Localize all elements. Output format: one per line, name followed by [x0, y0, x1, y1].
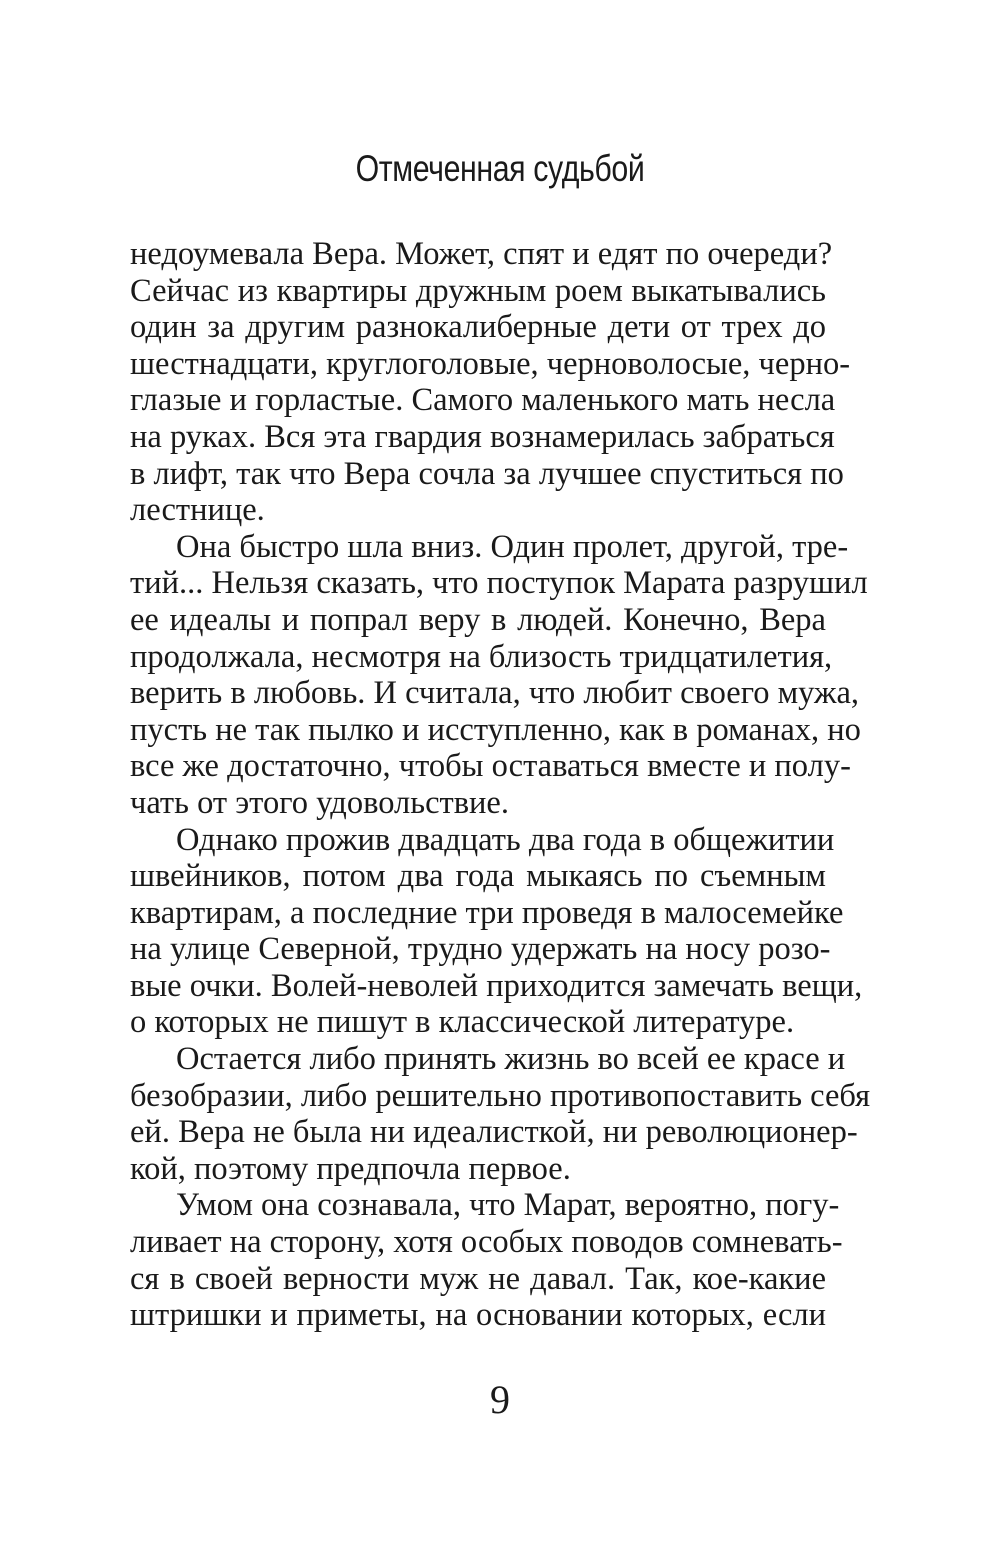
text-line: чать от этого удовольствие.: [130, 784, 509, 821]
text-line: кой, поэтому предпочла первое.: [130, 1150, 571, 1187]
page-number: 9: [490, 1377, 510, 1422]
paragraph: [130, 1041, 871, 1187]
text-line: на улице Северной, трудно удержать на носу розо-: [130, 931, 831, 968]
text-line: в лифт, так что Вера сочла за лучшее спуститься по: [130, 455, 844, 492]
text-line: глазые и горластые. Самого маленького мать несла: [130, 382, 836, 419]
text-line: Она быстро шла вниз. Один пролет, другой, тре-: [176, 528, 849, 565]
text-line: лестнице.: [130, 492, 265, 529]
paragraph: [130, 821, 863, 1042]
running-head: Отмеченная судьбой: [355, 148, 645, 189]
text-line: Однако прожив двадцать два года в общежитии: [176, 821, 835, 858]
text-line: о которых не пишут в классической литературе.: [130, 1004, 795, 1041]
text-line: пусть не так пылко и исступленно, как в романах, но: [130, 711, 861, 748]
text-line: Остается либо принять жизнь во всей ее красе и: [176, 1041, 846, 1078]
text-line: вые очки. Волей-неволей приходится замечать вещи,: [130, 967, 863, 1004]
text-line: Умом она сознавала, что Марат, вероятно, погу-: [176, 1187, 840, 1224]
paragraph: [130, 236, 851, 529]
text-line: недоумевала Вера. Может, спят и едят по очереди?: [130, 236, 833, 272]
text-line: тий... Нельзя сказать, что поступок Марата разрушил: [130, 565, 868, 602]
text-line: безобразии, либо решительно противопоставить себя: [130, 1077, 871, 1114]
text-line: ее идеалы и попрал веру в людей. Конечно, Вера: [130, 601, 826, 638]
text-line: швейников, потом два года мыкаясь по съемным: [130, 858, 826, 895]
text-line: на руках. Вся эта гвардия вознамерилась забраться: [130, 418, 835, 455]
text-line: все же достаточно, чтобы оставаться вместе и полу-: [130, 748, 851, 785]
text-line: верить в любовь. И считала, что любит своего мужа,: [130, 675, 860, 712]
text-line: ся в своей верности муж не давал. Так, кое-какие: [130, 1260, 826, 1297]
text-line: шестнадцати, круглоголовые, черноволосые, черно-: [130, 345, 851, 382]
body-text: [130, 236, 871, 1334]
text-line: квартирам, а последние три проведя в малосемейке: [130, 894, 844, 931]
paragraph: [130, 528, 868, 822]
text-line: ливает на сторону, хотя особых поводов сомневать-: [130, 1224, 843, 1261]
paragraph: [130, 1187, 843, 1334]
text-line: продолжала, несмотря на близость тридцатилетия,: [130, 638, 833, 675]
text-line: Сейчас из квартиры дружным роем выкатывались: [130, 272, 826, 309]
text-line: ей. Вера не была ни идеалисткой, ни революционер-: [130, 1114, 858, 1151]
text-line: штришки и приметы, на основании которых, если: [130, 1297, 826, 1334]
text-line: один за другим разнокалиберные дети от трех до: [130, 309, 826, 346]
